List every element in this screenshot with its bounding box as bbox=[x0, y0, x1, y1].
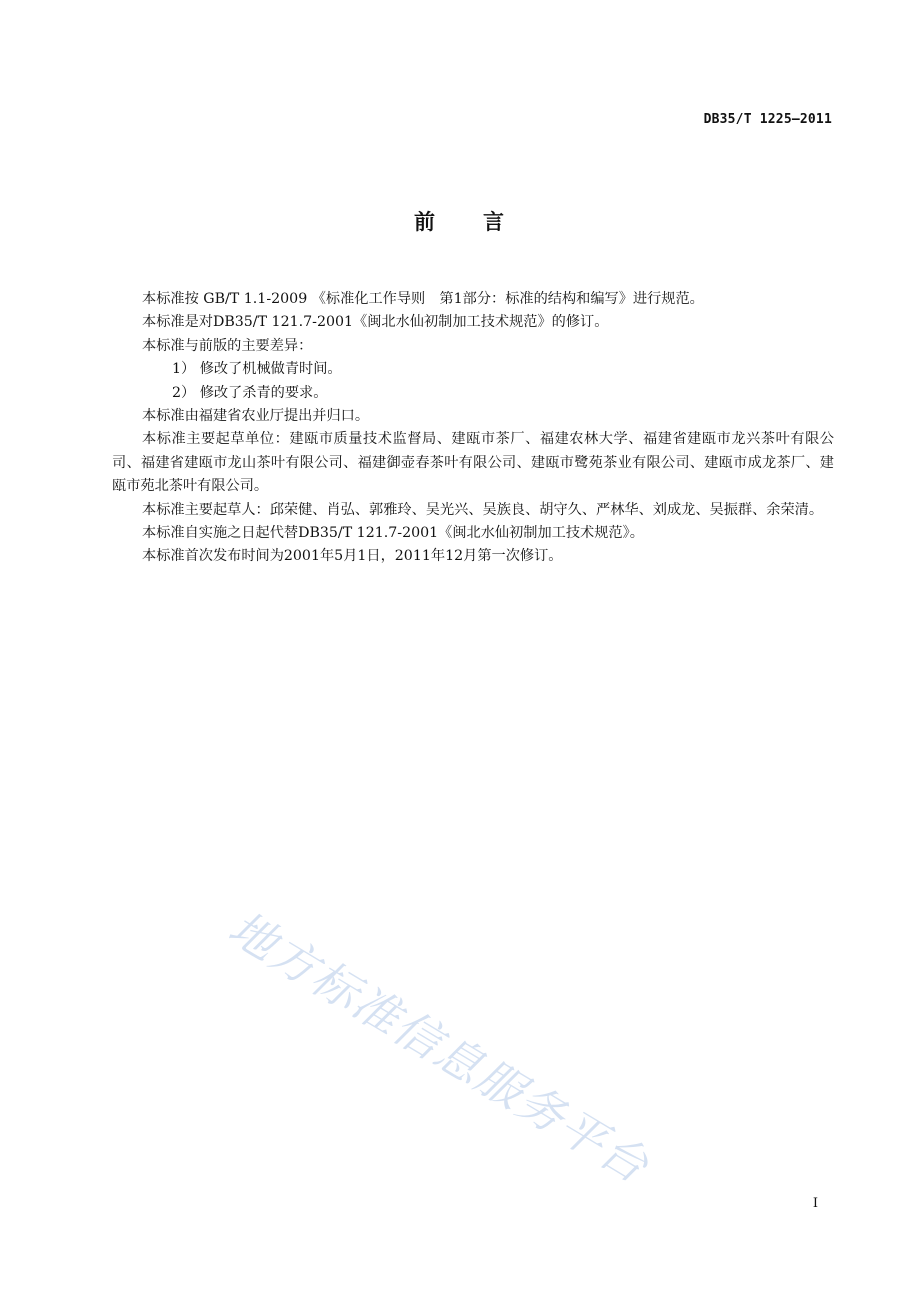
paragraph-replacement: 本标准自实施之日起代替DB35/T 121.7-2001《闽北水仙初制加工技术规范》。 bbox=[142, 525, 644, 542]
paragraph-publication-history: 本标准首次发布时间为2001年5月1日，2011年12月第一次修订。 bbox=[142, 548, 563, 565]
paragraph-proposer: 本标准由福建省农业厅提出并归口。 bbox=[142, 408, 370, 425]
list-item-difference-2: 2） 修改了杀青的要求。 bbox=[172, 384, 328, 401]
document-code: DB35/T 1225—2011 bbox=[703, 112, 832, 127]
paragraph-revision: 本标准是对DB35/T 121.7-2001《闽北水仙初制加工技术规范》的修订。 bbox=[142, 314, 609, 331]
paragraph-differences-intro: 本标准与前版的主要差异： bbox=[142, 337, 313, 354]
paragraph-drafting-units: 本标准主要起草单位：建瓯市质量技术监督局、建瓯市茶厂、福建农林大学、福建省建瓯市龙兴茶叶有限公司、福建省建瓯市龙山茶叶有限公司、福建御壶春茶叶有限公司、建瓯市鹭苑茶业有限公司、建瓯市成龙茶厂、建瓯市苑北茶叶有限公司。 bbox=[112, 431, 834, 495]
paragraph-standard-basis: 本标准按 GB/T 1.1-2009 《标准化工作导则 第1部分：标准的结构和编写》进行规范。 bbox=[142, 291, 704, 307]
paragraph-drafters: 本标准主要起草人：邱荣健、肖弘、郭雅玲、吴光兴、吴族良、胡守久、严林华、刘成龙、吴振群、余荣清。 bbox=[142, 501, 824, 518]
foreword-body bbox=[112, 288, 834, 569]
page-title: 前 言 bbox=[414, 210, 506, 234]
list-item-difference-1: 1） 修改了机械做青时间。 bbox=[172, 361, 342, 378]
watermark-text: 地方标准信息服务平台 bbox=[219, 900, 659, 1194]
page-number: I bbox=[812, 1196, 818, 1211]
